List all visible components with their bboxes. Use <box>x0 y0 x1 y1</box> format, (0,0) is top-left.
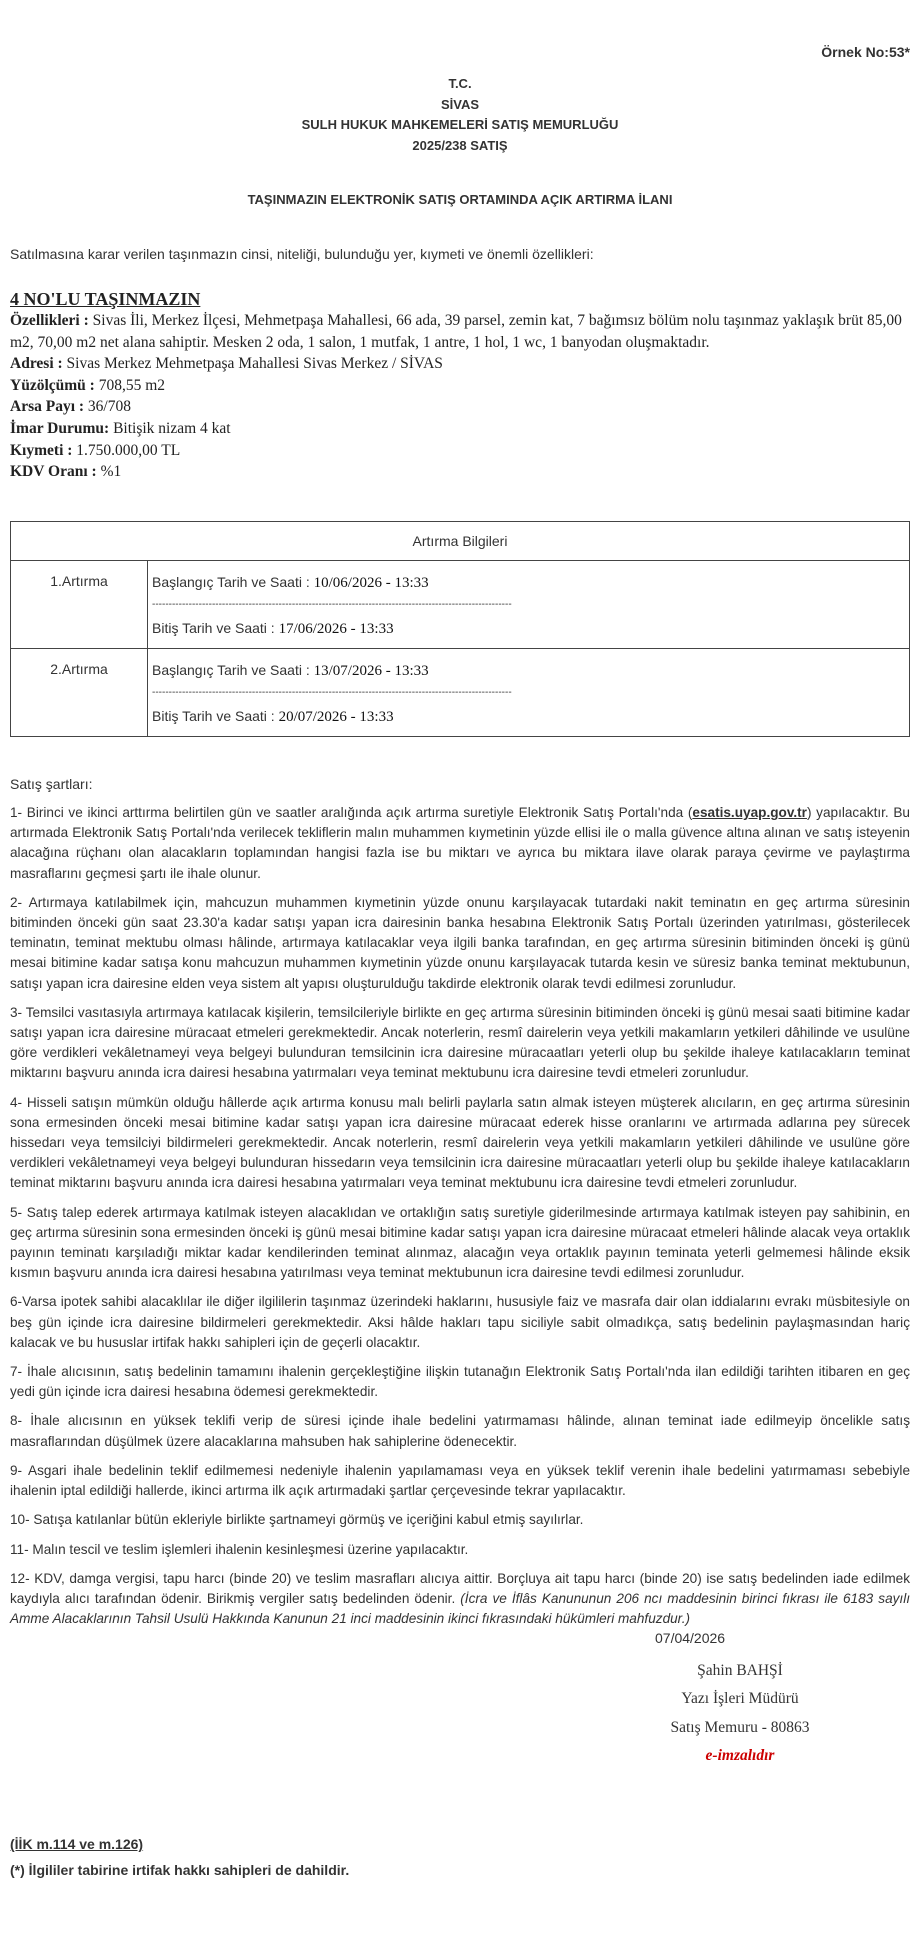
condition-9: 9- Asgari ihale bedelinin teklif edilmemesi nedeniyle ihalenin yapılamaması veya en yüksek teklif verenin ihale bedelini yatırmaması sebebiyle ihalenin iptal edildiği hallerde, ikinci artırma ilk açık artırmadaki şartlar çerçevesinde tekrar yapılacaktır. <box>10 1462 910 1499</box>
intro-text: Satılmasına karar verilen taşınmazın cinsi, niteliği, bulunduğu yer, kıymeti ve önemli özellikleri: <box>10 246 594 262</box>
condition-2: 2- Artırmaya katılabilmek için, mahcuzun muhammen kıymetinin yüzde onunu karşılayacak tutardaki nakit teminatın en geç artırma süresinin bitiminden önceki gün saat 23.30'a kadar satışı yapan icra dairesinin banka hesabına Elektronik Satış Portalı üzerinden yatırılması, gösterilecek teminatın, teminat mektubu olması hâlinde, artırmaya katılacaklar veya ilgili banka tarafından, en geç artırma süresinin bitiminden önceki iş günü mesai bitimine kadar satışa konu mahcuzun muhammen kıymetinin yüzde onunu karşılayacak tutarda kesin ve süresiz banka teminat mektubunun, satışı yapan icra dairesine elden veya sistem alt yapısı oluşturulduğu takdirde elektronik olarak tevdi edilmesi zorunludur. <box>10 894 910 991</box>
header-office: SULH HUKUK MAHKEMELERİ SATIŞ MEMURLUĞU <box>301 117 619 132</box>
condition-5: 5- Satış talep ederek artırmaya katılmak isteyen alacaklıdan ve ortaklığın satış suretiyle giderilmesinde artırmaya katılmak isteyen pay sahibinin, en geç artırma süresinin sona ermesinden önceki iş günü mesai bitimine kadar satışı yapan icra dairesine müracaat etmeleri hâlinde alacak veya ortaklık payının teminatı karşıladığı miktar kadar kendilerinden teminat alınmaz, alacağın veya ortaklık payının teminata yeterli gelmemesi hâlinde eksik kısmın başvuru anında icra dairesi hesabına yatırılması veya teminat mektubunun icra dairesine tevdi edilmesi zorunludur. <box>10 1204 910 1281</box>
condition-8: 8- İhale alıcısının en yüksek teklifi verip de süresi içinde ihale bedelini yatırmaması hâlinde, alınan teminat iade edilmeyip öncelikle satış masraflarından düşülmek üzere alacaklarına mahsuben hak sahiplerine ödenecektir. <box>10 1413 910 1449</box>
document-header <box>10 74 910 156</box>
auction-end: 17/06/2026 - 13:33 <box>278 621 394 637</box>
auction-end: 20/07/2026 - 13:33 <box>278 709 394 725</box>
signer-role: Satış Memuru - 80863 <box>670 1719 810 1736</box>
property-heading: 4 NO'LU TAŞINMAZIN <box>10 289 201 309</box>
property-vat: KDV Oranı : %1 <box>10 463 122 481</box>
ilan-title: TAŞINMAZIN ELEKTRONİK SATIŞ ORTAMINDA AÇIK ARTIRMA İLANI <box>247 192 673 207</box>
condition-12: 12- KDV, damga vergisi, tapu harcı (binde 20) ve teslim masrafları alıcıya aittir. Borçluya ait tapu harcı (binde 20) ise satış bedelinden iade edilmek kaydıyla alıcı tarafından ödenir. Birikmiş vergiler satış bedelinden ödenir. (İcra ve İflâs Kanununun 206 ncı maddesinin birinci fıkrası ile 6183 sayılı Amme Alacaklarının Tahsil Usulü Hakkında Kanunun 21 inci maddesinin ikinci fıkrasındaki hükümleri mahfuzdur.) <box>10 1570 910 1627</box>
footnote: (*) İlgililer tabirine irtifak hakkı sahipleri de dahildir. <box>10 1862 350 1878</box>
esatis-link[interactable]: esatis.uyap.gov.tr <box>692 805 807 820</box>
auction-table-header: Artırma Bilgileri <box>11 522 910 561</box>
property-features: Özellikleri : Sivas İli, Merkez İlçesi, Mehmetpaşa Mahallesi, 66 ada, 39 parsel, zemin kat, 7 bağımsız bölüm nolu taşınmaz yaklaşık brüt 85,00 m2, 70,00 m2 net alana sahiptir. Mesken 2 oda, 1 salon, 1 mutfak, 1 antre, 1 hol, 1 wc, 1 banyodan oluşmaktadır. <box>10 312 902 351</box>
signature-date: 07/04/2026 <box>655 1630 726 1646</box>
condition-10: 10- Satışa katılanlar bütün ekleriyle birlikte şartnameyi görmüş ve içeriğini kabul etmiş sayılırlar. <box>10 1512 584 1528</box>
auction-label: 2.Artırma <box>11 649 148 737</box>
header-file-no: 2025/238 SATIŞ <box>412 137 508 153</box>
condition-1: 1- Birinci ve ikinci arttırma belirtilen gün ve saatler aralığında açık artırma suretiyle Elektronik Satış Portalı'nda (esatis.uyap.gov.tr) yapılacaktır. Bu artırmada Elektronik Satış Portalı'nda verilecek tekliflerin malın muhammen kıymetinin yüzde ellisi ile o malla güvence altına alınan ve satış isteyenin alacağına rüçhanı olan alacakların toplamından hangisi fazla ise bu miktarı ve ayrıca bu miktara ilave olarak paraya çevirme ve paylaştırma masraflarını geçmesi şartı ile ihale olunur. <box>10 805 910 881</box>
auction-row: 2.Artırma Başlangıç Tarih ve Saati : 13/07/2026 - 13:33 ------------------------------------------------------------------------------------------------------------ Bitiş Tarih ve Saati : 20/07/2026 - 13:33 <box>11 649 910 737</box>
auction-start: 13/07/2026 - 13:33 <box>313 663 429 679</box>
condition-7: 7- İhale alıcısının, satış bedelinin tamamını ihalenin gerçekleştiğine ilişkin tutanağın Elektronik Satış Portalı'nda ilan edildiği tarihten itibaren en geç yedi gün içinde icra dairesi hesabına ödemesi gerekmektedir. <box>10 1364 910 1400</box>
auction-row: 1.Artırma Başlangıç Tarih ve Saati : 10/06/2026 - 13:33 ------------------------------------------------------------------------------------------------------------ Bitiş Tarih ve Saati : 17/06/2026 - 13:33 <box>11 561 910 649</box>
condition-4: 4- Hisseli satışın mümkün olduğu hâllerde açık artırma konusu malı belirli paylarla satın almak isteyen müşterek alıcıların, en geç artırma süresinin sona ermesinden önceki mesai bitimine kadar satışı yapan icra dairesine müracaat ederek hisse oranlarını ve artırmada adlarına pey sürecek hissedarı veya temsilciyi bildirmeleri gerekmektedir. Ancak noterlerin, resmî dairelerin veya yetkili makamların yetkileri dâhilinde ve usulüne göre verdikleri vekâletnameyi veya belgeyi bulunduran hissedarın veya temsilcinin icra dairesine müracaatları yeterli olup bu şekilde ihaleye katılacakların teminat miktarını başvuru anında icra dairesi hesabına yatırmaları veya teminat mektubunu icra dairesine tevdi etmeleri zorunludur. <box>10 1094 910 1191</box>
condition-3: 3- Temsilci vasıtasıyla artırmaya katılacak kişilerin, temsilcileriyle birlikte en geç artırma süresinin bitiminden önceki iş günü mesai saati bitimine kadar satışı yapan icra dairesine müracaat etmeleri gerekmektedir. Ancak noterlerin, resmî dairelerin veya yetkili makamların yetkileri dâhilinde ve usulüne göre verdikleri vekâletnameyi veya belgeyi bulunduran temsilcinin icra dairesine müracaatları yeterli olup bu şekilde ihaleye katılacakların teminat miktarını başvuru anında icra dairesi hesabına yatırmaları veya teminat mektubunu icra dairesine tevdi etmeleri zorunludur. <box>10 1004 910 1081</box>
property-details <box>10 288 910 483</box>
property-land-share: Arsa Payı : 36/708 <box>10 398 131 416</box>
auction-table <box>10 521 910 737</box>
signer-name: Şahin BAHŞİ <box>697 1662 783 1679</box>
header-city: SİVAS <box>440 96 480 112</box>
conditions-label: Satış şartları: <box>10 776 93 792</box>
separator: ------------------------------------------------------------------------------------------------------------ <box>152 599 512 610</box>
conditions-list <box>10 803 910 1638</box>
separator: ------------------------------------------------------------------------------------------------------------ <box>152 687 512 698</box>
e-signature-mark: e-imzalıdır <box>705 1747 775 1764</box>
property-value: Kıymeti : 1.750.000,00 TL <box>10 441 181 459</box>
auction-label: 1.Artırma <box>11 561 148 649</box>
auction-start: 10/06/2026 - 13:33 <box>313 575 429 591</box>
condition-6: 6-Varsa ipotek sahibi alacaklılar ile diğer ilgililerin taşınmaz üzerindeki haklarını, hususiyle faiz ve masrafa dair olan iddialarını evrakı müsbitesiyle on beş gün içinde icra dairesine bildirmeleri gerekmektedir. Aksi hâlde hakları tapu siciliyle sabit olmadıkça, satış bedelinin paylaşmasından hariç kalacak ve bu hususlar irtifak hakkı sahipleri için de geçerli olacaktır. <box>10 1294 910 1350</box>
ornek-no: Örnek No:53* <box>821 44 910 60</box>
condition-11: 11- Malın tescil ve teslim işlemleri ihalenin kesinleşmesi üzerine yapılacaktır. <box>10 1541 469 1557</box>
property-address: Adresi : Sivas Merkez Mehmetpaşa Mahallesi Sivas Merkez / SİVAS <box>10 355 443 373</box>
legal-reference: (İİK m.114 ve m.126) <box>10 1836 144 1852</box>
property-zoning: İmar Durumu: Bitişik nizam 4 kat <box>10 419 231 437</box>
condition-12-legal-note: (İcra ve İflâs Kanununun 206 ncı maddesinin birinci fıkrası ile 6183 sayılı Amme Alacaklarının Tahsil Usulü Hakkında Kanunun 21 inci maddesinin ikinci fıkrasındaki hükümleri mahfuzdur.) <box>10 1590 910 1627</box>
signer-title: Yazı İşleri Müdürü <box>681 1690 799 1707</box>
header-tc: T.C. <box>448 76 472 91</box>
property-area: Yüzölçümü : 708,55 m2 <box>10 376 166 394</box>
